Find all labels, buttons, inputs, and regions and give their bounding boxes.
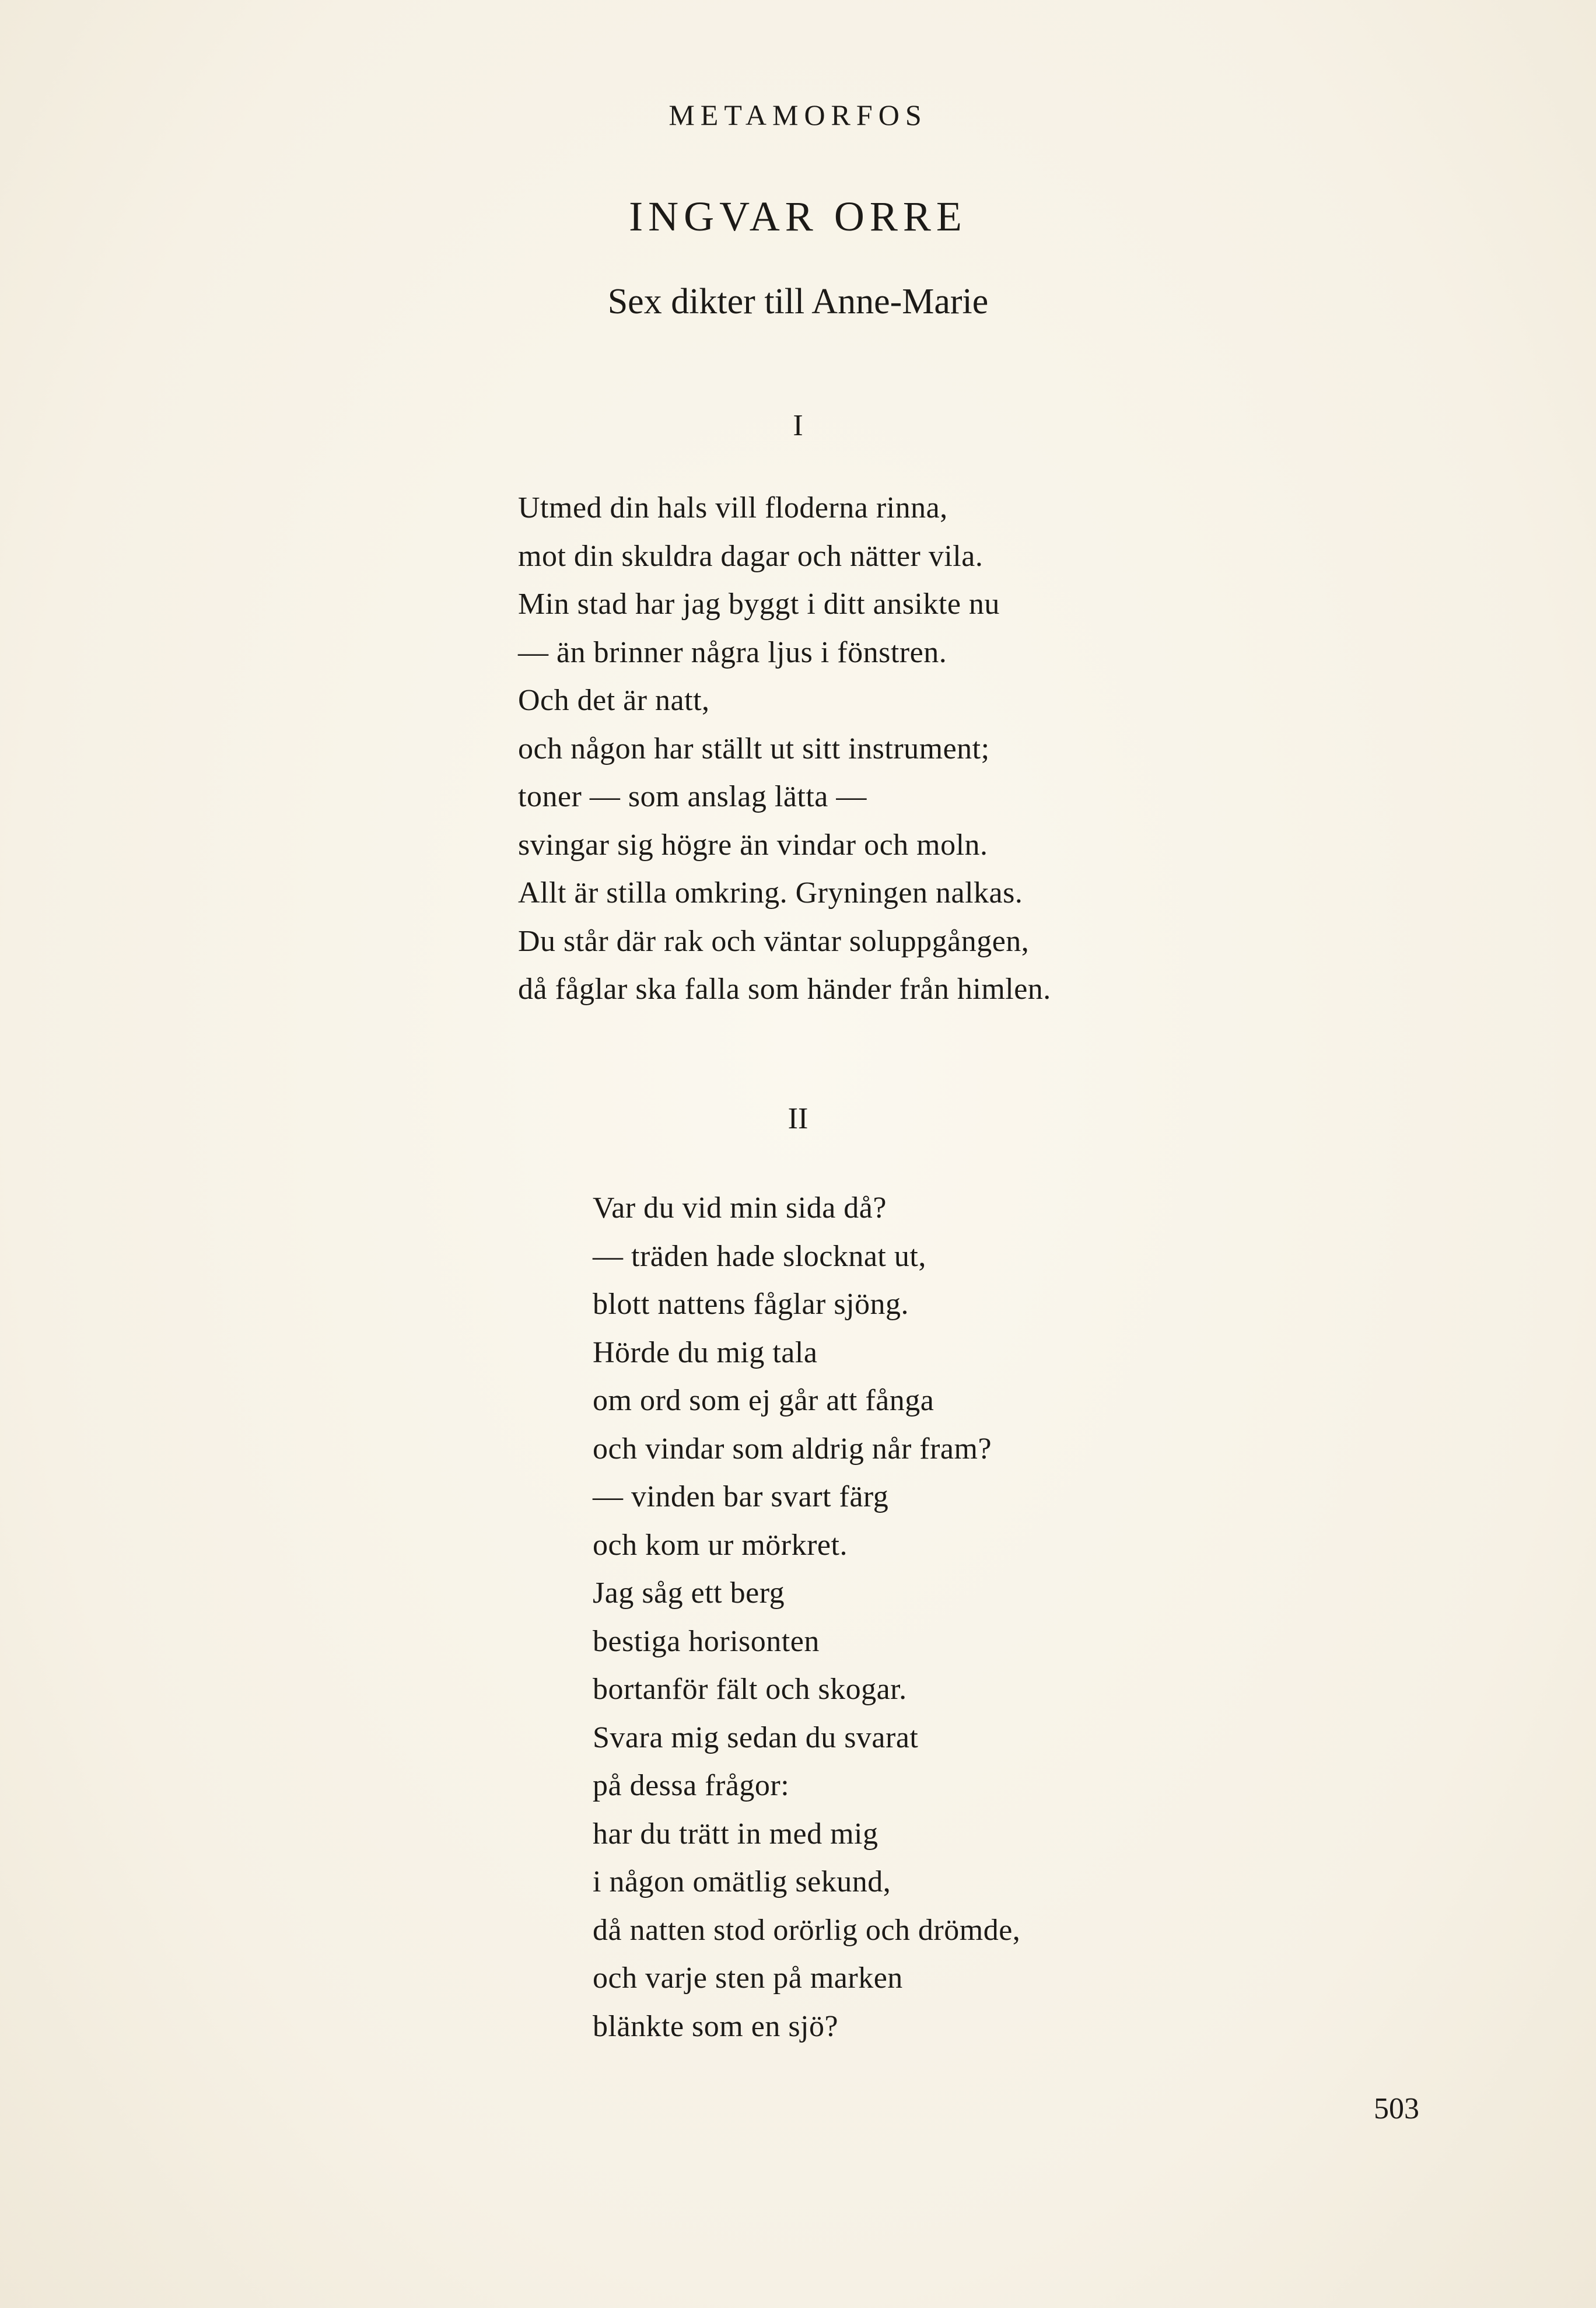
poem-line: — träden hade slocknat ut, (593, 1239, 926, 1273)
poem-line: bortanför fält och skogar. (593, 1673, 907, 1706)
poem-line: och vindar som aldrig når fram? (593, 1432, 992, 1466)
poem-line: om ord som ej går att fånga (593, 1384, 935, 1417)
poem-line: Och det är natt, (518, 684, 710, 717)
poem-line: och någon har ställt ut sitt instrument; (518, 732, 990, 765)
poem-line: blott nattens fåglar sjöng. (593, 1288, 909, 1321)
running-header: METAMORFOS (668, 99, 928, 131)
poem-section-1 (518, 484, 1051, 1014)
poem-line: mot din skuldra dagar och nätter vila. (518, 539, 984, 573)
section-numeral-1: I (793, 409, 803, 442)
poem-section-2 (593, 1184, 1020, 2051)
poem-line: Min stad har jag byggt i ditt ansikte nu (518, 588, 1000, 621)
poem-line: Allt är stilla omkring. Gryningen nalkas. (518, 876, 1023, 910)
poem-line: toner — som anslag lätta — (518, 780, 867, 813)
poem-line: och kom ur mörkret. (593, 1528, 848, 1562)
poem-line: blänkte som en sjö? (593, 2009, 839, 2043)
poem-line: har du trätt in med mig (593, 1817, 878, 1851)
poem-line: bestiga horisonten (593, 1624, 820, 1658)
poem-line: Du står där rak och väntar soluppgången, (518, 924, 1030, 958)
poem-line: Hörde du mig tala (593, 1335, 818, 1369)
poem-line: i någon omätlig sekund, (593, 1865, 891, 1898)
poem-line: Jag såg ett berg (593, 1576, 785, 1610)
poem-line: — än brinner några ljus i fönstren. (518, 635, 947, 669)
section-numeral-2: II (788, 1102, 808, 1135)
poem-line: Utmed din hals vill floderna rinna, (518, 491, 948, 524)
poem-line: Svara mig sedan du svarat (593, 1720, 919, 1754)
poem-line: svingar sig högre än vindar och moln. (518, 828, 988, 862)
poem-line: då natten stod orörlig och drömde, (593, 1913, 1021, 1947)
poem-line: på dessa frågor: (593, 1769, 790, 1802)
poem-line: — vinden bar svart färg (593, 1480, 889, 1513)
poem-line: då fåglar ska falla som händer från himlen. (518, 973, 1051, 1006)
page-number: 503 (1374, 2092, 1419, 2125)
author-name: INGVAR ORRE (629, 193, 967, 240)
poem-line: och varje sten på marken (593, 1961, 903, 1995)
poem-cycle-title: Sex dikter till Anne-Marie (607, 282, 989, 321)
poem-line: Var du vid min sida då? (593, 1191, 887, 1225)
